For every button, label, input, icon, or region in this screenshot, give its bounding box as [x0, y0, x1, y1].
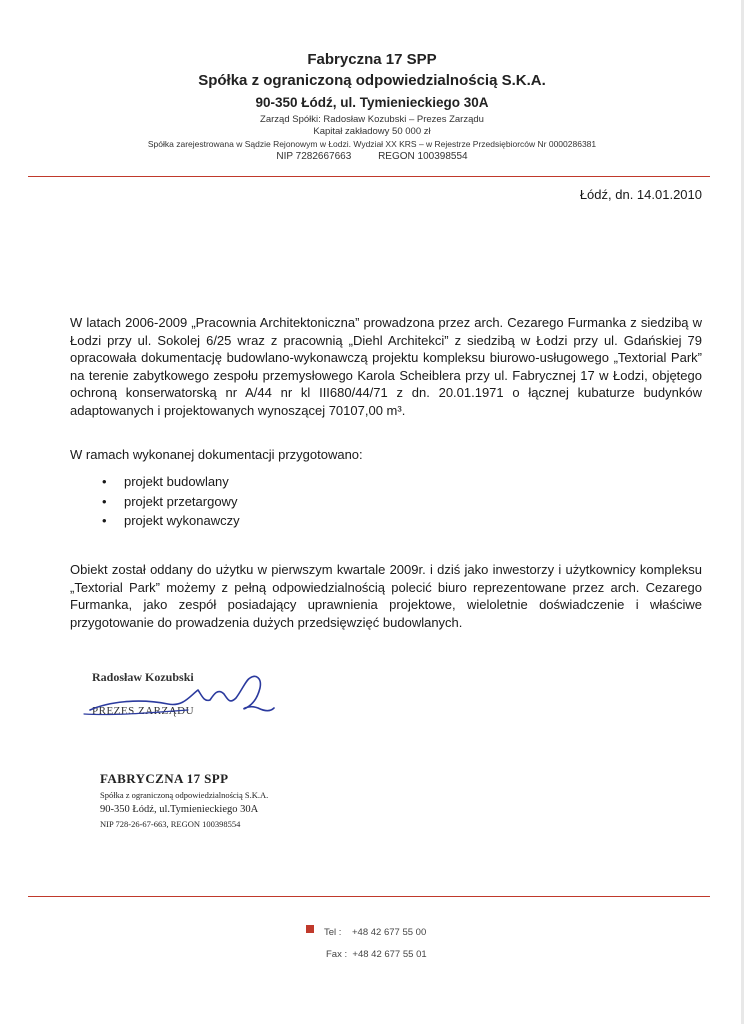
paragraph-2: W ramach wykonanej dokumentacji przygotowano: [70, 447, 363, 462]
board-info: Zarząd Spółki: Radosław Kozubski – Prezes Zarządu [260, 114, 484, 125]
paragraph-3: Obiekt został oddany do użytku w pierwszym kwartale 2009r. i dziś jako inwestorzy i użytkownicy kompleksu „Textorial Park” możemy z pełną odpowiedzialnością polecić biuro reprezentowane przez arch. Cezarego Furmanka, jako zespół posiadający uprawnienia projektowe, wieloletnie doświadczenie i właściwe przygotowanie do prowadzenia dużych przedsięwzięć budowlanych. [70, 562, 702, 630]
regon-number: REGON 100398554 [378, 151, 468, 162]
bullet-square-icon [306, 925, 314, 933]
documentation-list [100, 472, 240, 531]
fax-label: Fax : [326, 949, 348, 960]
company-address: 90-350 Łódź, ul. Tymienieckiego 30A [255, 95, 489, 110]
signatory-name: Radosław Kozubski [92, 670, 194, 684]
company-name: Fabryczna 17 SPP [307, 51, 437, 68]
list-item-label: projekt budowlany [124, 474, 229, 489]
list-item-label: projekt wykonawczy [124, 513, 240, 528]
signatory-title: PREZES ZARZĄDU [92, 705, 195, 717]
stamp-tax-ids: NIP 728-26-67-663, REGON 100398554 [100, 819, 241, 829]
fax-number: +48 42 677 55 01 [352, 949, 427, 960]
bullet-icon: • [102, 474, 107, 489]
contact-block [306, 922, 427, 966]
company-full-name: Spółka z ograniczoną odpowiedzialnością S.K.A. [198, 72, 546, 89]
letter-date: Łódź, dn. 14.01.2010 [579, 187, 702, 202]
company-stamp [100, 770, 268, 830]
letterhead [0, 50, 744, 164]
list-item [100, 472, 240, 492]
list-item-label: projekt przetargowy [124, 493, 238, 509]
stamp-legal-form: Spółka z ograniczoną odpowiedzialnością S.K.A. [100, 790, 269, 800]
tax-ids [0, 150, 744, 164]
fax-row [306, 944, 427, 966]
list-item [100, 511, 240, 531]
handwritten-signature [78, 660, 288, 720]
phone-row [306, 922, 427, 944]
stamp-address: 90-350 Łódź, ul.Tymienieckiego 30A [100, 804, 259, 815]
footer-divider [28, 896, 710, 897]
bullet-icon: • [102, 513, 107, 528]
phone-number: +48 42 677 55 00 [352, 927, 427, 938]
nip-number: NIP 7282667663 [276, 151, 352, 162]
phone-label: Tel : [324, 927, 342, 938]
stamp-company-name: FABRYCZNA 17 SPP [100, 771, 229, 786]
paragraph-1: W latach 2006-2009 „Pracownia Architektoniczna” prowadzona przez arch. Cezarego Furmanka z siedzibą w Łodzi przy ul. Sokolej 6/25 wraz z pracownią „Diehl Architekci” z siedzibą w Łodzi przy ul. Gdańskiej 79 opracowała dokumentację budowlano-wykonawczą projektu kompleksu biurowo-usługowego „Textorial Park” na terenie zabytkowego zespołu przemysłowego Karola Scheiblera przy ul. Fabrycznej 17 w Łodzi, objętego ochroną konserwatorską nr A/44 nr kl III680/44/71 z dn. 20.01.1971 o łącznej kubaturze budynków adaptowanych i projektowanych wynoszącej 70107,00 m³. [70, 315, 702, 418]
header-divider [28, 176, 710, 177]
list-item [100, 492, 240, 512]
bullet-icon: • [102, 493, 107, 509]
capital-info: Kapitał zakładowy 50 000 zł [313, 126, 431, 137]
registration-info: Spółka zarejestrowana w Sądzie Rejonowym w Łodzi. Wydział XX KRS – w Rejestrze Przedsiębiorców Nr 0000286381 [147, 139, 597, 149]
